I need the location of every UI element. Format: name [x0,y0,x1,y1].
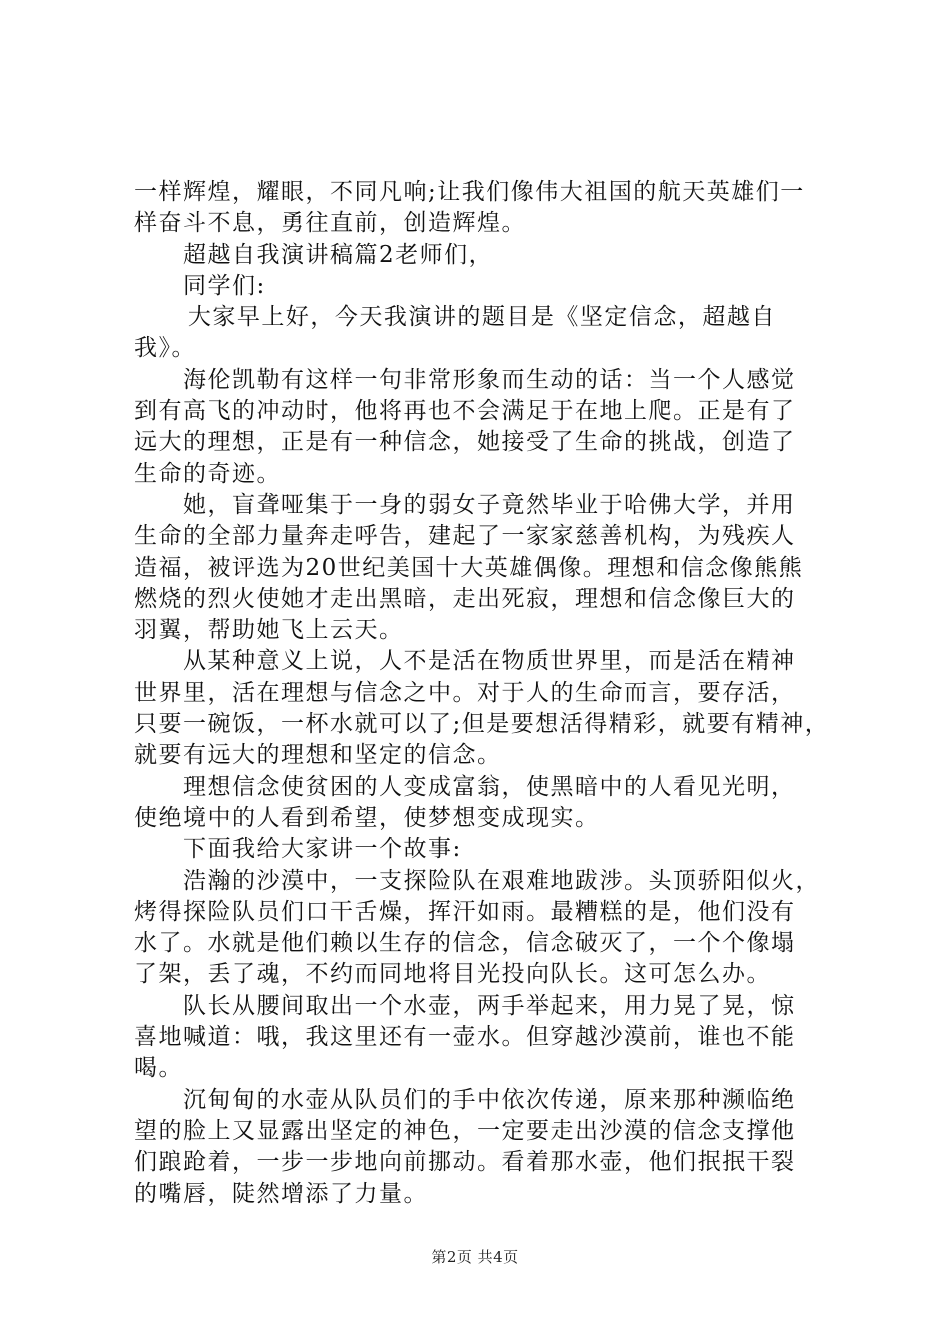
text-line: 们踉跄着，一步一步地向前挪动。看着那水壶，他们抿抿干裂 [134,1149,796,1176]
text-line: 就要有远大的理想和坚定的信念。 [134,742,502,769]
text-line: 同学们: [183,272,266,299]
text-line: 超越自我演讲稿篇2老师们， [183,241,494,268]
text-line: 只要一碗饭，一杯水就可以了;但是要想活得精彩，就要有精神， [134,711,830,738]
text-line: 的嘴唇，陡然增添了力量。 [134,1180,428,1207]
text-line: 大家早上好，今天我演讲的题目是《坚定信念，超越自 [187,304,776,331]
text-line: 望的脸上又显露出坚定的神色，一定要走出沙漠的信念支撑他 [134,1117,796,1144]
text-line: 造福，被评选为20世纪美国十大英雄偶像。理想和信念像熊熊 [134,554,804,581]
text-line: 样奋斗不息，勇往直前，创造辉煌。 [134,210,526,237]
text-line: 她，盲聋哑集于一身的弱女子竟然毕业于哈佛大学，并用 [183,491,796,518]
text-line: 远大的理想，正是有一种信念，她接受了生命的挑战，创造了 [134,429,796,456]
text-line: 水了。水就是他们赖以生存的信念，信念破灭了，一个个像塌 [134,930,796,957]
text-line: 浩瀚的沙漠中，一支探险队在艰难地跋涉。头顶骄阳似火， [183,867,820,894]
text-line: 了架，丢了魂，不约而同地将目光投向队长。这可怎么办。 [134,961,771,988]
text-line: 烤得探险队员们口干舌燥，挥汗如雨。最糟糕的是，他们没有 [134,898,796,925]
text-line: 世界里，活在理想与信念之中。对于人的生命而言，要存活， [134,679,796,706]
text-line: 海伦凯勒有这样一句非常形象而生动的话：当一个人感觉 [183,366,796,393]
text-line: 喝。 [134,1055,183,1082]
text-line: 下面我给大家讲一个故事: [183,836,462,863]
text-line: 生命的全部力量奔走呼告，建起了一家家慈善机构，为残疾人 [134,523,796,550]
text-line: 到有高飞的冲动时，他将再也不会满足于在地上爬。正是有了 [134,398,796,425]
text-line: 燃烧的烈火使她才走出黑暗，走出死寂，理想和信念像巨大的 [134,585,796,612]
text-line: 理想信念使贫困的人变成富翁，使黑暗中的人看见光明， [183,773,796,800]
body-text [134,177,834,1210]
text-line: 队长从腰间取出一个水壶，两手举起来，用力晃了晃，惊 [183,992,796,1019]
text-line: 我》。 [134,335,196,362]
text-line: 生命的奇迹。 [134,460,281,487]
text-line: 使绝境中的人看到希望，使梦想变成现实。 [134,804,600,831]
page-footer: 第2页 共4页 [431,1248,519,1266]
text-line: 喜地喊道：哦，我这里还有一壶水。但穿越沙漠前，谁也不能 [134,1024,796,1051]
text-line: 羽翼，帮助她飞上云天。 [134,617,404,644]
text-line: 从某种意义上说，人不是活在物质世界里，而是活在精神 [183,648,796,675]
text-line: 一样辉煌，耀眼，不同凡响;让我们像伟大祖国的航天英雄们一 [134,179,805,205]
text-line: 沉甸甸的水壶从队员们的手中依次传递，原来那种濒临绝 [183,1086,796,1113]
